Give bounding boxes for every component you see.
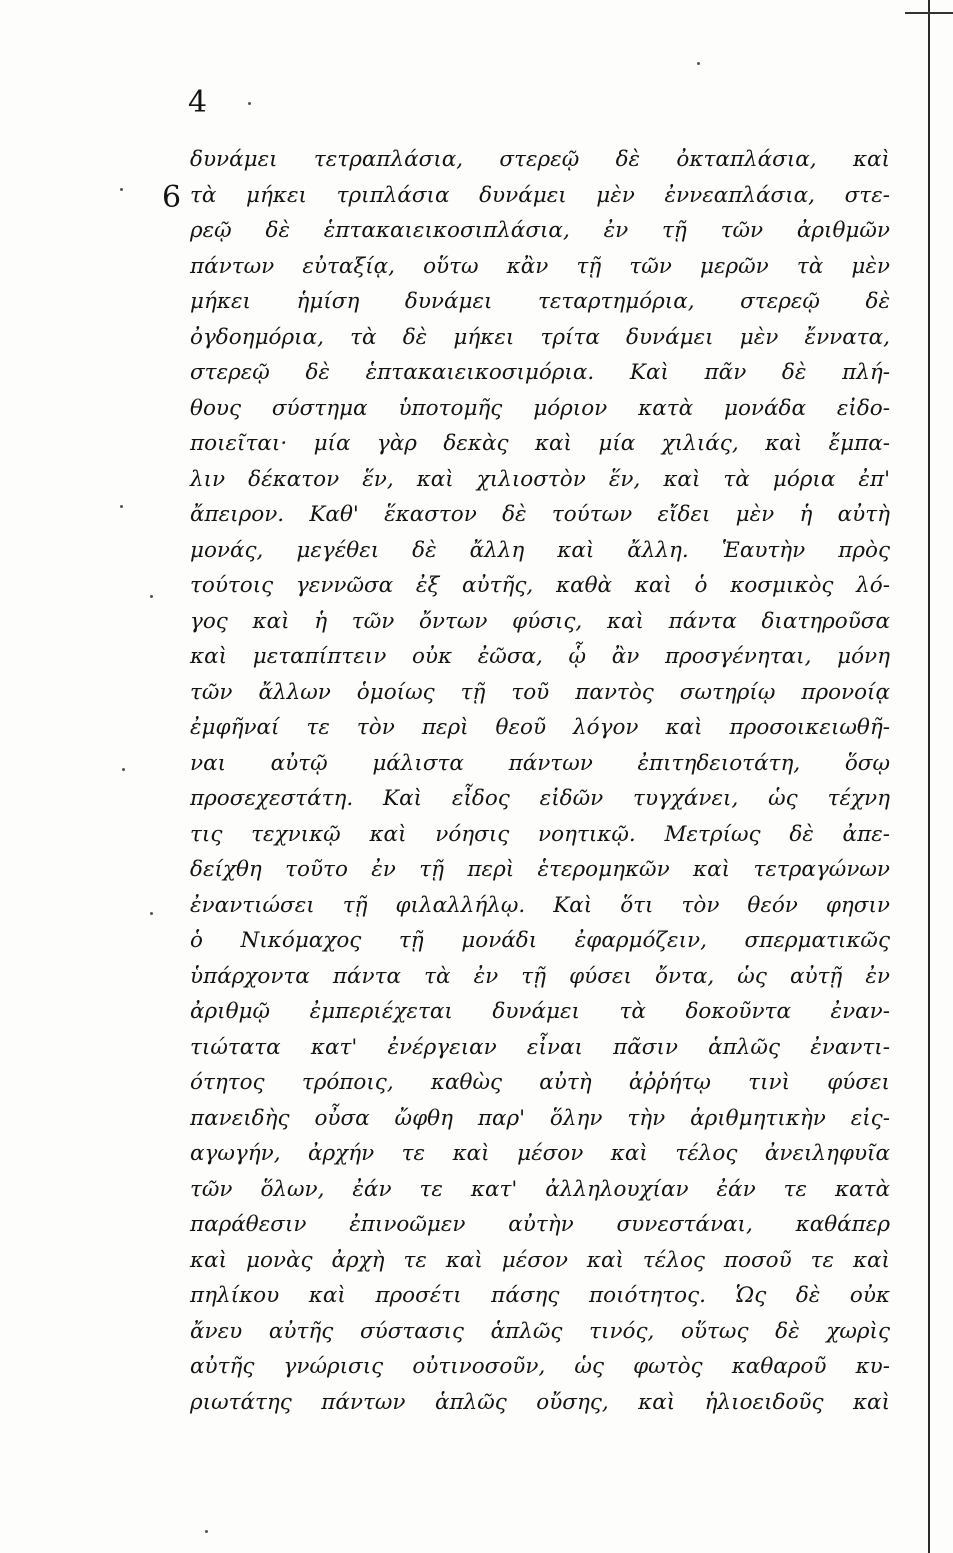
text-line: γος καὶ ἡ τῶν ὄντων φύσις, καὶ πάντα διατηροῦσα bbox=[190, 608, 890, 634]
text-line: προσεχεστάτη. Καὶ εἶδος εἰδῶν τυγχάνει, ὡς τέχνη bbox=[190, 786, 890, 811]
scan-speck bbox=[120, 505, 123, 508]
scan-edge-line bbox=[928, 0, 930, 1553]
text-line: δείχθη τοῦτο ἐν τῇ περὶ ἑτερομηκῶν καὶ τετραγώνων bbox=[190, 857, 890, 882]
text-line: ότητος τρόποις, καθὼς αὐτὴ ἀῤῥήτῳ τινὶ φύσει bbox=[190, 1070, 890, 1095]
text-line: θους σύστημα ὑποτομῆς μόριον κατὰ μονάδα εἰδο- bbox=[190, 395, 890, 421]
text-line: μονάς, μεγέθει δὲ ἄλλη καὶ ἄλλη. Ἑαυτὴν πρὸς bbox=[190, 537, 890, 563]
text-line: δυνάμει τετραπλάσια, στερεῷ δὲ ὀκταπλάσια, καὶ bbox=[190, 147, 890, 172]
text-line: καὶ μονὰς ἀρχὴ τε καὶ μέσον καὶ τέλος ποσοῦ τε καὶ bbox=[190, 1247, 890, 1273]
text-line: ὑπάρχοντα πάντα τὰ ἐν τῇ φύσει ὄντα, ὡς αὐτῇ ἐν bbox=[190, 963, 890, 989]
text-line: καὶ μεταπίπτειν οὐκ ἐῶσα, ᾧ ἂν προσγένηται, μόνη bbox=[190, 644, 890, 669]
scan-speck bbox=[120, 188, 123, 191]
scan-edge-mark bbox=[905, 12, 953, 14]
text-line: αὐτῆς γνώρισις οὐτινοσοῦν, ὡς φωτὸς καθαροῦ κυ- bbox=[190, 1354, 890, 1379]
text-line: λιν δέκατον ἕν, καὶ χιλιοστὸν ἕν, καὶ τὰ μόρια ἐπ' bbox=[190, 466, 890, 492]
text-line: τῶν ἄλλων ὁμοίως τῇ τοῦ παντὸς σωτηρίῳ προνοίᾳ bbox=[190, 679, 890, 705]
scan-speck bbox=[122, 768, 125, 771]
text-line: πάντων εὐταξίᾳ, οὕτω κἂν τῇ τῶν μερῶν τὰ μὲν bbox=[190, 253, 890, 279]
text-line: ὁ Νικόμαχος τῇ μονάδι ἐφαρμόζειν, σπερματικῶς bbox=[190, 928, 890, 953]
text-line: ἀριθμῷ ἐμπεριέχεται δυνάμει τὰ δοκοῦντα ἐναν- bbox=[190, 999, 890, 1024]
text-line: αγωγήν, ἀρχήν τε καὶ μέσον καὶ τέλος ἀνειληφυῖα bbox=[190, 1141, 890, 1166]
text-line: ἐναντιώσει τῇ φιλαλλήλῳ. Καὶ ὅτι τὸν θεόν φησιν bbox=[190, 892, 890, 918]
body-text bbox=[190, 142, 890, 1420]
scan-speck bbox=[205, 1530, 208, 1533]
scan-speck bbox=[150, 912, 153, 915]
text-line: παράθεσιν ἐπινοῶμεν αὐτὴν συνεστάναι, καθάπερ bbox=[190, 1212, 890, 1237]
text-line: τὰ μήκει τριπλάσια δυνάμει μὲν ἐννεαπλάσια, στε- bbox=[190, 182, 890, 208]
text-line: ναι αὐτῷ μάλιστα πάντων ἐπιτηδειοτάτη, ὅσῳ bbox=[190, 750, 890, 776]
scan-speck bbox=[697, 62, 700, 65]
text-line: τις τεχνικῷ καὶ νόησις νοητικῷ. Μετρίως δὲ ἀπε- bbox=[190, 821, 890, 847]
text-line: ἄνευ αὐτῆς σύστασις ἁπλῶς τινός, οὕτως δὲ χωρὶς bbox=[190, 1318, 890, 1344]
text-line: τιώτατα κατ' ἐνέργειαν εἶναι πᾶσιν ἁπλῶς ἐναντι- bbox=[190, 1034, 890, 1060]
text-line: ριωτάτης πάντων ἁπλῶς οὔσης, καὶ ἡλιοειδοῦς καὶ bbox=[190, 1389, 890, 1415]
text-line: πανειδὴς οὖσα ὤφθη παρ' ὅλην τὴν ἀριθμητικὴν εἰς- bbox=[190, 1105, 890, 1131]
text-line: ρεῷ δὲ ἑπτακαιεικοσιπλάσια, ἐν τῇ τῶν ἀριθμῶν bbox=[190, 218, 890, 243]
text-line: τούτοις γεννῶσα ἐξ αὐτῆς, καθὰ καὶ ὁ κοσμικὸς λό- bbox=[190, 573, 890, 598]
page-number: 4 bbox=[188, 85, 208, 120]
text-line: ποιεῖται· μία γὰρ δεκὰς καὶ μία χιλιάς, καὶ ἔμπα- bbox=[190, 431, 890, 456]
text-line: πηλίκου καὶ προσέτι πάσης ποιότητος. Ὡς δὲ οὐκ bbox=[190, 1283, 890, 1308]
text-line: στερεῷ δὲ ἑπτακαιεικοσιμόρια. Καὶ πᾶν δὲ πλή- bbox=[190, 360, 890, 385]
text-line: ὀγδοημόρια, τὰ δὲ μήκει τρίτα δυνάμει μὲν ἔννατα, bbox=[190, 324, 890, 350]
text-line: ἐμφῆναί τε τὸν περὶ θεοῦ λόγον καὶ προσοικειωθῆ- bbox=[190, 715, 890, 740]
scan-speck bbox=[150, 595, 153, 598]
text-line: μήκει ἡμίση δυνάμει τεταρτημόρια, στερεῷ δὲ bbox=[190, 289, 890, 314]
margin-line-number: 6 bbox=[162, 180, 182, 215]
text-line: ἄπειρον. Καθ' ἕκαστον δὲ τούτων εἴδει μὲν ἡ αὐτὴ bbox=[190, 502, 890, 527]
text-line: τῶν ὅλων, ἐάν τε κατ' ἀλληλουχίαν ἐάν τε κατὰ bbox=[190, 1176, 890, 1202]
scan-speck bbox=[248, 102, 251, 105]
